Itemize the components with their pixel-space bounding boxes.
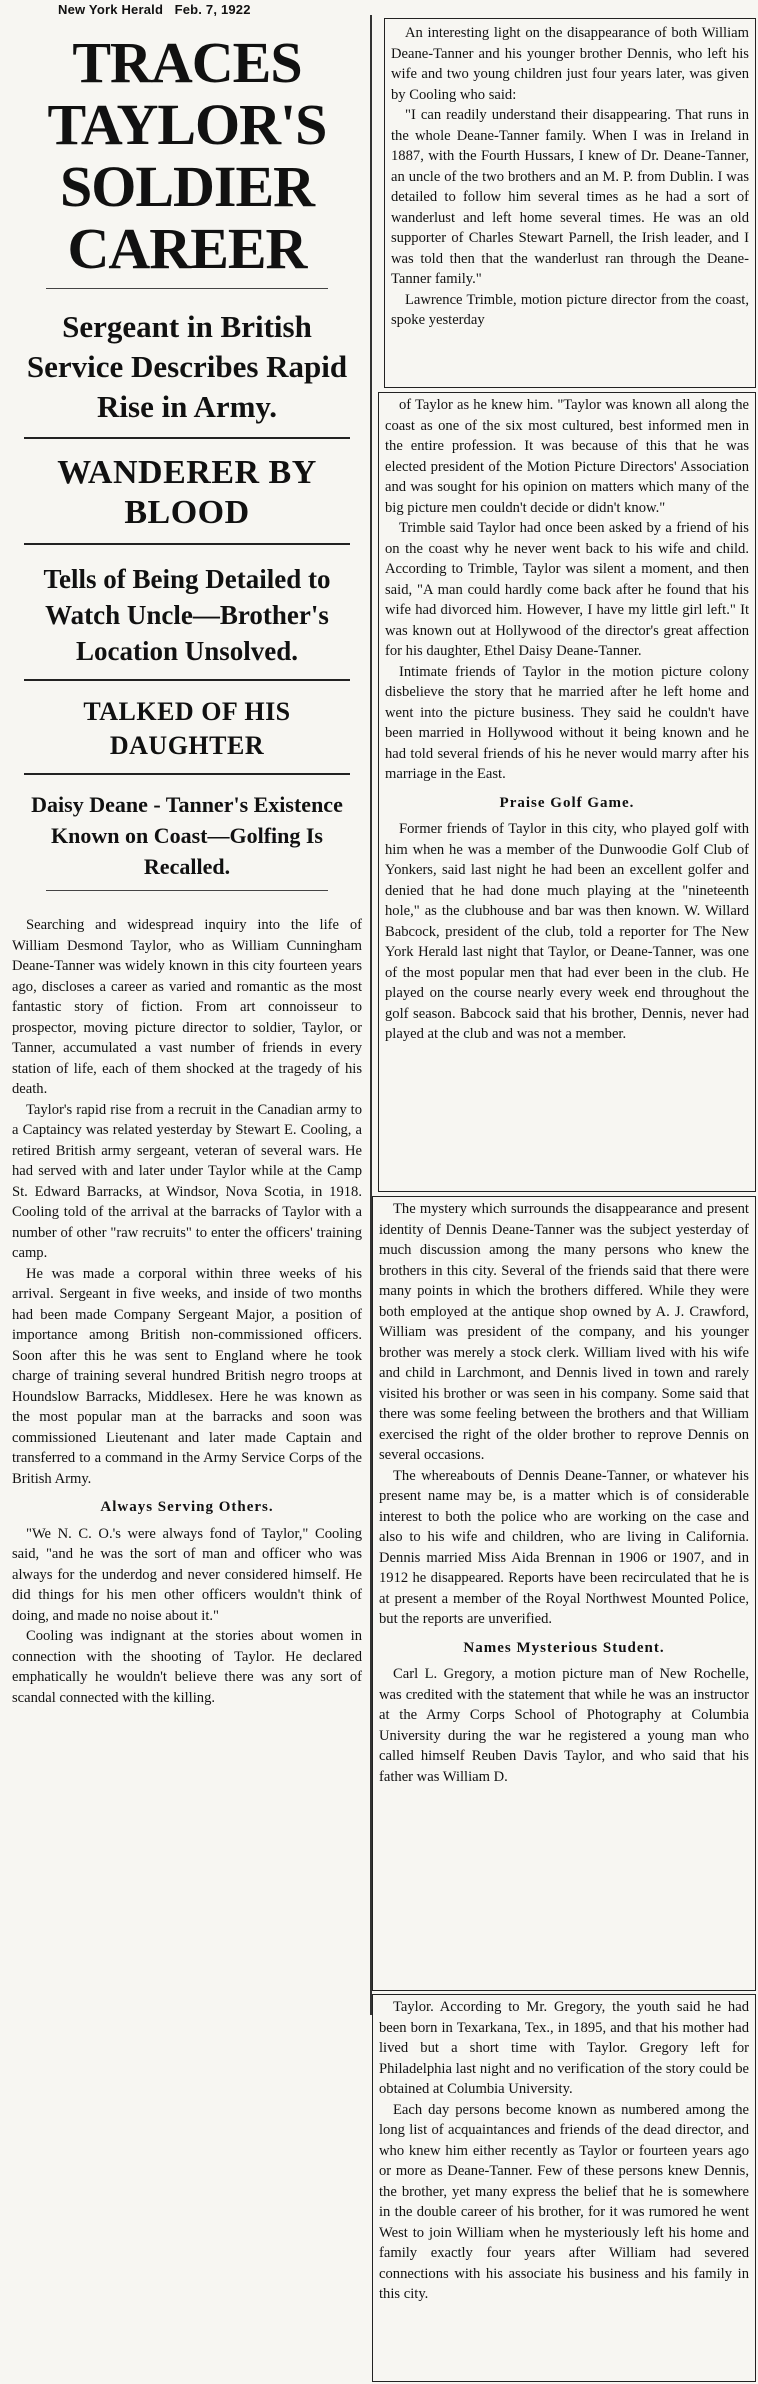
divider <box>24 437 350 439</box>
paragraph: He was made a corporal within three weeks of his arrival. Sergeant in five weeks, and inside of two months had been made Company Sergeant Major, a position of importance among British non-commissioned officers. Soon after this he was sent to England where he took charge of training several hundred British negro troops at Houndslow Barracks, Middlesex. Here he was known as the most popular man at the barracks and soon was commissioned Lieutenant and later made Captain and transferred to a command in the Army Service Corps of the British Army. <box>12 1265 362 1487</box>
divider <box>24 543 350 545</box>
deck-3: Tells of Being Detailed to Watch Uncle—Brother's Location Unsolved. <box>43 564 331 666</box>
headline-line-2: SOLDIER CAREER <box>59 154 315 281</box>
divider <box>24 679 350 681</box>
deck-1: Sergeant in British Service Describes Rapid Rise in Army. <box>26 309 348 424</box>
paragraph: The mystery which surrounds the disappearance and present identity of Dennis Deane-Tanner was the subject yesterday of much discussion among the many persons who knew the brothers in this city. Several of the friends said that there were many points in which the brothers differed. While they were both employed at the antique shop owned by A. J. Crawford, William was president of the company, and his younger brother was merely a stock clerk. William lived with his wife and child in Larchmont, and Dennis lived in town and rarely visited his brother or was seen in his company. Some said that there was some feeling between the brothers and that William exercised the right of the older brother to reprove Dennis on several occasions. <box>379 1201 749 1463</box>
paragraph: An interesting light on the disappearance of both William Deane-Tanner and his younger brother Dennis, who left his wife and two young children just four years later, was given by Cooling who said: <box>391 25 749 103</box>
divider <box>46 288 328 289</box>
paragraph: of Taylor as he knew him. "Taylor was known all along the coast as one of the six most cultured, best informed men in the entire profession. It was because of this that he was elected president of the Motion Picture Directors' Association and was sought for his opinion on matters which many of the big picture men couldn't decide or didn't know." <box>385 397 749 516</box>
paragraph: Intimate friends of Taylor in the motion picture colony disbelieve the story that he married after he left home and went into the picture business. They said he couldn't have been married in Hollywood without it being known and he had told several friends of his he never would marry after his marriage in the East. <box>385 663 749 782</box>
paragraph: Trimble said Taylor had once been asked by a friend of his on the coast why he never went back to his wife and child. According to Trimble, Taylor was silent a moment, and then said, "A man could hardly come back after he found that his wife had divorced him. However, I have my little girl left." It was known out at Hollywood of the director's great affection for his daughter, Ethel Daisy Deane-Tanner. <box>385 520 749 659</box>
paragraph: Searching and widespread inquiry into the life of William Desmond Taylor, who as William Cunningham Deane-Tanner was widely known in this city fourteen years ago, discloses a career as varied and romantic as the most fantastic story of fiction. From art connoisseur to prospector, moving picture director to soldier, Taylor, or Tanner, accumulated a vast number of friends in every station of life, each of them shocked at the tragedy of his death. <box>12 917 362 1097</box>
paragraph: Lawrence Trimble, motion picture director from the coast, spoke yesterday <box>391 291 749 328</box>
divider <box>46 890 328 891</box>
article-body-left <box>12 915 362 1708</box>
deck-2: WANDERER BY BLOOD <box>57 454 317 531</box>
subhead: Names Mysterious Student. <box>463 1639 665 1656</box>
paragraph: Taylor. According to Mr. Gregory, the youth said he had been born in Texarkana, Tex., in 1895, and that his mother had lived but a short time with Taylor. Gregory left for Philadelphia last night and no verification of the story could be obtained at Columbia University. <box>379 1999 749 2097</box>
headline-main <box>6 32 368 280</box>
paragraph: "We N. C. O.'s were always fond of Taylor," Cooling said, "and he was the sort of man and officer who was always for the underdog and never considered himself. He did things for his men other officers wouldn't think of doing, and made no noise about it." <box>12 1525 362 1624</box>
subhead: Praise Golf Game. <box>499 794 635 811</box>
headline-line-1: TRACES TAYLOR'S <box>47 30 327 157</box>
paragraph: "I can readily understand their disappearing. That runs in the whole Deane-Tanner family. When I was in Ireland in 1887, with the Fourth Hussars, I knew of Dr. Deane-Tanner, an uncle of the two brothers and an M. P. from Dublin. I was detailed to follow him several times as he had a sort of wanderlust and left home several times. He was an old supporter of Charles Stewart Parnell, the Irish leader, and I was told then that the wanderlust ran through the Deane-Tanner family." <box>391 107 749 287</box>
paragraph: Carl L. Gregory, a motion picture man of New Rochelle, was credited with the statement that while he was an instructor at the Army Corps School of Photography at Columbia University during the war he registered a young man who called himself Reuben Davis Taylor, and who said that his father was William D. <box>379 1666 749 1785</box>
deck-5: Daisy Deane - Tanner's Existence Known on Coast—Golfing Is Recalled. <box>31 792 343 879</box>
paragraph: Each day persons become known as numbered among the long list of acquaintances and friends of the dead director, and who knew him either recently as Taylor or fourteen years ago or more as Deane-Tanner. Few of these persons knew Dennis, the brother, yet many express the belief that he is somewhere in the double career of his brother, for it was rumored he went West to join William when he mysteriously left his home and family exactly four years after William had severed connections with his associate his business and his family in this city. <box>379 2101 749 2302</box>
paragraph: The whereabouts of Dennis Deane-Tanner, or whatever his present name may be, is a matter which is of considerable interest to both the police who are working on the case and also to his wife and children, who are living in California. Dennis married Miss Aida Brennan in 1906 or 1907, and in 1912 he disappeared. Reports have been recirculated that he is at present a member of the Royal Northwest Mounted Police, but the reports are unverified. <box>379 1467 749 1627</box>
masthead-date: Feb. 7, 1922 <box>174 2 251 17</box>
paragraph: Former friends of Taylor in this city, who played golf with him when he was a member of the Dunwoodie Golf Club of Yonkers, said last night he had been an excellent golfer and denied that he had done much playing at the "nineteenth hole," as the clubhouse and bar was then known. W. Willard Babcock, president of the club, told a reporter for The New York Herald last night that Taylor, or Deane-Tanner, was one of the most popular men that had ever been in the club. He played on the course nearly every week end throughout the golf season. Babcock said that his brother, Dennis, never had played at the club and was not a member. <box>385 821 749 1042</box>
subhead: Always Serving Others. <box>100 1499 274 1515</box>
right-middle-clipping <box>378 392 756 1192</box>
left-column <box>6 18 368 2003</box>
right-bottom-clipping <box>372 1994 756 2382</box>
right-lower-clipping <box>372 1196 756 1991</box>
right-top-clipping <box>384 18 756 388</box>
masthead-paper: New York Herald <box>58 2 164 17</box>
paragraph: Taylor's rapid rise from a recruit in the Canadian army to a Captaincy was related yesterday by Stewart E. Cooling, a retired British army sergeant, veteran of several wars. He had served with and later under Taylor while at the Camp St. Edward Barracks, at Windsor, Nova Scotia, in 1918. Cooling told of the arrival at the barracks of Taylor with a number of other "raw recruits" to enter the officers' training camp. <box>12 1101 362 1261</box>
paragraph: Cooling was indignant at the stories about women in connection with the shooting of Taylor. He declared emphatically he wouldn't believe there was any sort of scandal connected with the killing. <box>12 1628 362 1706</box>
divider <box>24 773 350 775</box>
masthead <box>58 2 251 17</box>
deck-4: TALKED OF HIS DAUGHTER <box>83 697 291 760</box>
